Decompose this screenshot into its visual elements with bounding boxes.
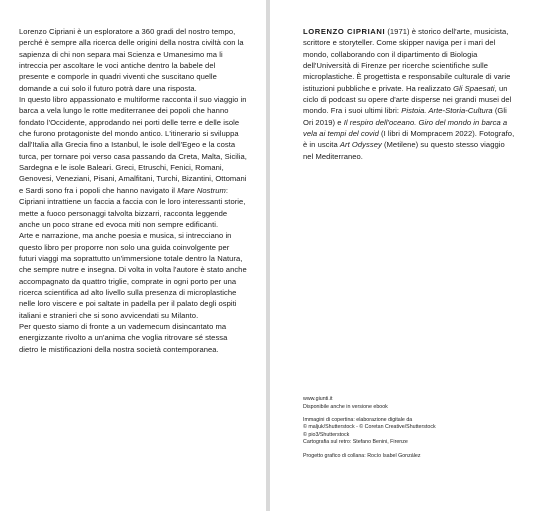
author-bio-paragraph xyxy=(303,26,517,162)
publisher-website: www.giunti.it xyxy=(303,396,333,402)
book-title-art-odyssey: Art Odyssey xyxy=(339,140,382,150)
colophon xyxy=(303,396,523,460)
podcast-title: Gli Spaesati xyxy=(453,83,495,93)
description-paragraph-2-text: In questo libro appassionato e multiforme racconta il suo viaggio in barca a vela lungo le rotte mediterranee dei popoli che hanno fondato l'Occidente, approdando nei porti delle terre e delle isole che furono protagoniste del mondo antico. L'itinerario si sviluppa dall'Italia alla Grecia fino a Istanbul, le isole dell'Egeo e la costa turca, per tornare poi verso casa passando da Creta, Malta, Sicilia, Sardegna e le isole Baleari. Greci, Etruschi, Fenici, Romani, Genovesi, Veneziani, Pisani, Amalfitani, Turchi, Bizantini, Ottomani e Sardi sono fra i popoli che hanno navigato il xyxy=(19,95,247,195)
ebook-note: Disponibile anche in versione ebook xyxy=(303,403,388,410)
description-paragraph-4: Per questo siamo di fronte a un vademecum disincantato ma energizzante rivolto a un'anima che voglia ritrovare sé stessa dietro le mistificazioni della nostra società contemporanea. xyxy=(19,321,228,354)
cartography-credit: Cartografia sul retro: Stefano Benini, Firenze xyxy=(303,439,408,446)
book-title-oceano: Il respiro dell'oceano. Giro del mondo in barca a vela ai tempi del covid xyxy=(303,117,508,139)
cover-credits-line-3: © pio3/Shutterstock xyxy=(303,431,350,438)
bio-text-1: (1971) è storico dell'arte, musicista, scrittore e storyteller. Come skipper naviga per i mari del mondo, collaborando con il dipartimento di Biologia dell'Università di Firenze per ricerche scientifiche sulle microplastiche. È progettista e responsabile culturale di varie istituzioni pubbliche e private. Ha realizzato xyxy=(303,27,511,93)
left-flap-page xyxy=(0,0,266,511)
bio-text-4: (I libri di Mompracem 2022). Fotografo, è in uscita xyxy=(303,129,515,150)
bio-text-2: , un ciclo di podcast su opere d'arte disperse nei grandi musei del mondo. Fra i suoi ultimi libri: xyxy=(303,83,512,116)
description-paragraph-2 xyxy=(19,94,247,230)
book-title-pistoia: Pistoia. Arte-Storia-Cultura xyxy=(401,106,493,116)
mare-nostrum-title: Mare Nostrum xyxy=(177,185,226,195)
series-design-credit: Progetto grafico di collana: Rocío Isabel González xyxy=(303,452,421,459)
bio-text-3: (Gli Ori 2019) e xyxy=(303,106,507,127)
cover-credits-line-2: © maljuk/Shutterstock - © Coretan Creative/Shutterstock xyxy=(303,424,436,431)
bio-text-5: (Metilene) su questo stesso viaggio nel Mediterraneo. xyxy=(303,140,505,161)
description-paragraph-1: Lorenzo Cipriani è un esploratore a 360 gradi del nostro tempo, perché è sempre alla ricerca delle origini della nostra civiltà con la sapienza di chi non separa mai Scienza e Umanesimo ma li intreccia per ascoltare le voci antiche dentro la babele del presente e comporle in quadri viventi che suscitano quelle domande a cui solo il futuro potrà dare una risposta. xyxy=(19,27,244,93)
right-flap-page xyxy=(270,0,536,511)
description-paragraph-3: Arte e narrazione, ma anche poesia e musica, si intrecciano in questo libro per proporre non solo una guida coinvolgente per futuri viaggi ma soprattutto un'immersione totale dentro la Natura, che sempre nutre e insegna. Di volta in volta l'autore è stato anche accompagnato da quattro triglie, comprate in ogni porto per una ricerca scientifica ad alto livello sulla presenza di microplastiche nelle loro viscere e poi saltate in padella per il palato degli ospiti italiani e stranieri che si sono avvicendati su Milanto. xyxy=(19,231,247,320)
cover-credits-line-1: Immagini di copertina: elaborazione digitale da xyxy=(303,416,413,423)
book-description xyxy=(19,26,247,355)
author-bio xyxy=(303,26,517,162)
description-paragraph-2-tail: : Cipriani intrattiene un faccia a faccia con le loro interessanti storie, mette a fuoco personaggi talvolta bizzarri, racconta leggende anche un poco strane ed evoca miti non sempre edificanti. xyxy=(19,185,246,229)
author-name: LORENZO CIPRIANI xyxy=(303,27,386,36)
